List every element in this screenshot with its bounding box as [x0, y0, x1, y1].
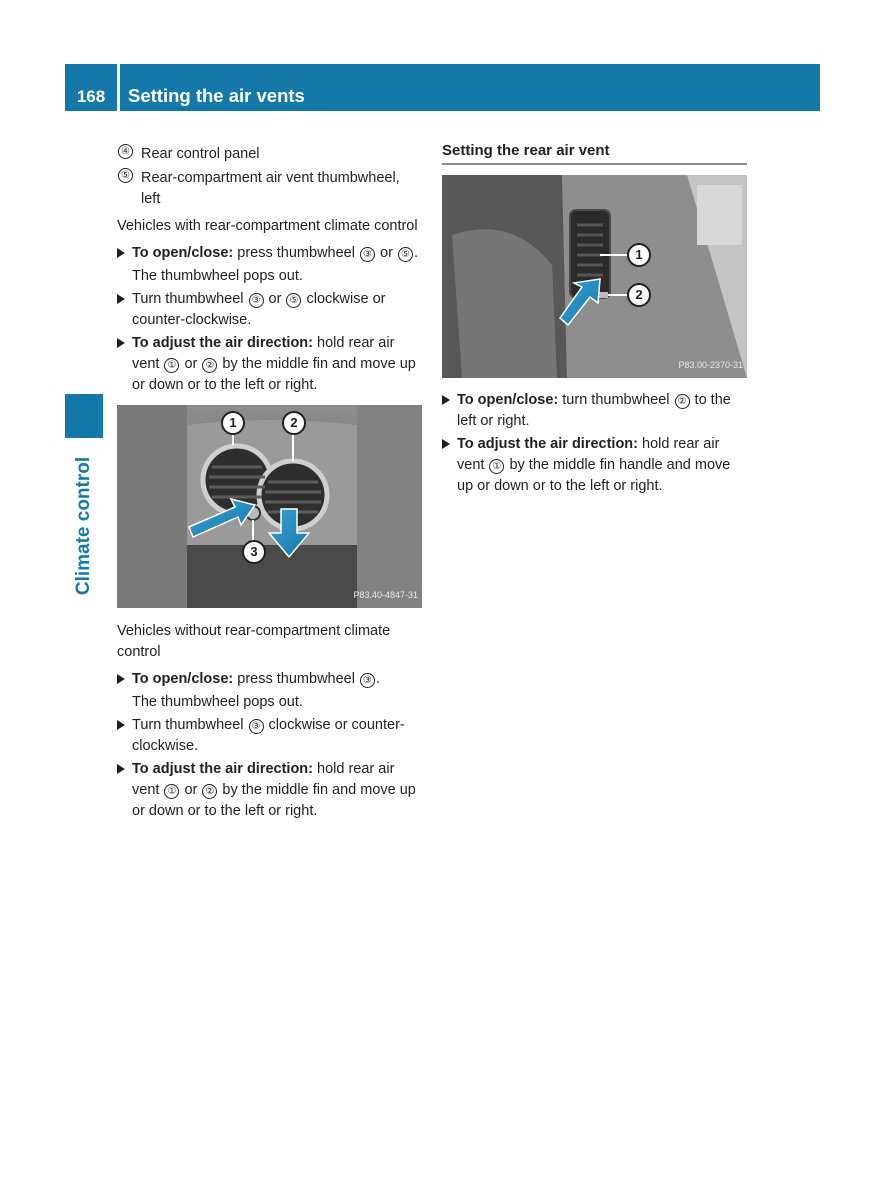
instruction-step	[442, 390, 747, 432]
step-arrow-icon	[117, 720, 125, 730]
section-intro-without-climate: Vehicles without rear-compartment climate control	[117, 623, 391, 660]
instruction-step	[117, 669, 422, 690]
step-text: or	[375, 245, 397, 261]
instruction-step	[117, 333, 422, 396]
legend-item	[117, 168, 422, 210]
step-text: .	[375, 671, 381, 687]
figure-callout-1: 1	[221, 411, 245, 435]
step-text: hold rear air vent	[132, 761, 395, 798]
page-number: 168	[76, 87, 106, 106]
step-text: clockwise or counter-clockwise.	[132, 717, 405, 754]
step-label: To adjust the air direction:	[132, 335, 313, 351]
step-arrow-icon	[117, 674, 125, 684]
legend-text: Rear control panel	[141, 146, 260, 162]
step-label: To adjust the air direction:	[132, 761, 313, 777]
step-label: To open/close:	[132, 671, 234, 687]
step-result: The thumbwheel pops out.	[132, 268, 303, 284]
step-text: turn thumbwheel	[558, 392, 674, 408]
rear-vents-illustration	[117, 405, 422, 608]
callout-ref: ③	[249, 719, 264, 734]
step-text: .	[413, 245, 418, 261]
step-arrow-icon	[117, 338, 125, 348]
figure-rear-air-vent	[442, 175, 747, 378]
callout-ref: ①	[164, 784, 179, 799]
step-text: press thumbwheel	[233, 671, 359, 687]
step-text: Turn thumbwheel	[132, 717, 248, 733]
figure-callout-1: 1	[627, 243, 651, 267]
step-arrow-icon	[117, 248, 125, 258]
step-text: by the middle fin and move up or down or to the left or right.	[132, 356, 416, 393]
step-arrow-icon	[117, 294, 125, 304]
figure-callout-2: 2	[627, 283, 651, 307]
step-arrow-icon	[442, 395, 450, 405]
step-text: clockwise or counter-clockwise.	[132, 291, 386, 328]
callout-ref: ①	[489, 459, 504, 474]
figure-callout-2: 2	[282, 411, 306, 435]
step-text: or	[180, 356, 202, 372]
instruction-step	[117, 759, 422, 822]
step-text: by the middle fin handle and move up or down or to the left or right.	[457, 457, 731, 494]
section-tab-marker	[65, 394, 103, 438]
callout-ref: ②	[675, 394, 690, 409]
step-label: To adjust the air direction:	[457, 436, 638, 452]
page-title: Setting the air vents	[128, 85, 305, 106]
callout-ref: ②	[202, 784, 217, 799]
header-divider	[117, 64, 120, 111]
callout-ref: ③	[360, 673, 375, 688]
instruction-step	[117, 289, 422, 331]
section-side-label	[65, 445, 103, 607]
rear-air-vent-illustration	[442, 175, 747, 378]
step-text: by the middle fin and move up or down or to the left or right.	[132, 782, 416, 819]
legend-text: Rear-compartment air vent thumbwheel, left	[141, 170, 400, 207]
step-label: To open/close:	[457, 392, 559, 408]
figure-callout-3: 3	[242, 540, 266, 564]
step-arrow-icon	[117, 764, 125, 774]
callout-ref: ⑤	[286, 293, 301, 308]
page-header	[65, 64, 820, 111]
callout-ref: ①	[164, 358, 179, 373]
callout-number-4: ④	[118, 144, 133, 159]
section-side-label-text: Climate control	[73, 456, 94, 596]
step-result: The thumbwheel pops out.	[132, 694, 303, 710]
callout-ref: ②	[202, 358, 217, 373]
section-intro-with-climate: Vehicles with rear-compartment climate control	[117, 218, 418, 234]
step-label: To open/close:	[132, 245, 234, 261]
legend-item	[117, 144, 422, 165]
figure-code: P83.00-2370-31	[678, 360, 743, 370]
figure-code: P83.40-4847-31	[353, 590, 418, 600]
step-text: Turn thumbwheel	[132, 291, 248, 307]
step-text: hold rear air vent	[457, 436, 720, 473]
step-arrow-icon	[442, 439, 450, 449]
instruction-step	[117, 715, 422, 757]
callout-number-5: ⑤	[118, 168, 133, 183]
callout-ref: ③	[360, 247, 375, 262]
callout-ref: ③	[249, 293, 264, 308]
callout-ref: ⑤	[398, 247, 413, 262]
instruction-step	[442, 434, 747, 497]
right-column	[442, 140, 747, 499]
instruction-step	[117, 243, 422, 264]
figure-rear-console-vents	[117, 405, 422, 608]
left-column	[117, 144, 422, 824]
step-text: or	[264, 291, 286, 307]
step-text: press thumbwheel	[233, 245, 359, 261]
section-heading: Setting the rear air vent	[442, 140, 747, 165]
step-text: hold rear air vent	[132, 335, 395, 372]
step-text: or	[180, 782, 202, 798]
step-text: to the left or right.	[457, 392, 731, 429]
